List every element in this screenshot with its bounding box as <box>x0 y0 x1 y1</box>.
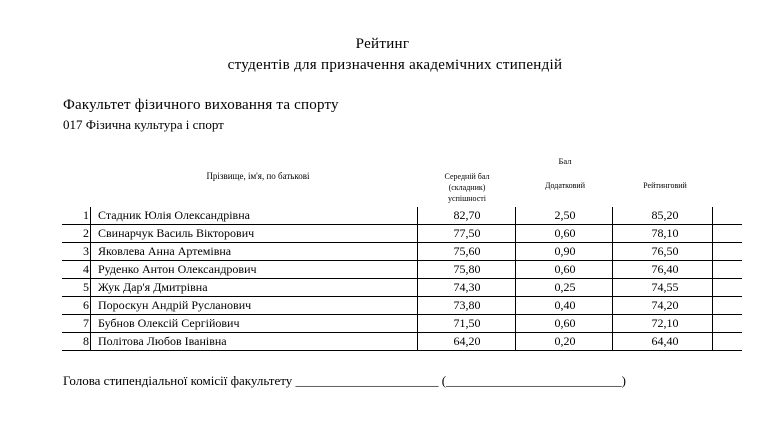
column-divider <box>515 225 516 242</box>
average-score: 75,60 <box>453 244 481 258</box>
signature-line: Голова стипендіальної комісії факультету ______________________ (___________________________) <box>63 373 626 388</box>
header-additional-score: Додатковий <box>545 181 585 190</box>
column-divider <box>712 297 713 314</box>
column-divider <box>712 207 713 224</box>
student-name: Бубнов Олексій Сергійович <box>98 316 240 330</box>
column-divider <box>417 333 418 350</box>
column-divider <box>612 207 613 224</box>
student-name: Свинарчук Василь Вікторович <box>98 226 255 240</box>
column-divider <box>712 225 713 242</box>
rating-table <box>62 207 742 351</box>
column-divider <box>712 261 713 278</box>
column-divider <box>612 279 613 296</box>
column-divider <box>417 279 418 296</box>
column-divider <box>90 279 91 296</box>
column-divider <box>515 333 516 350</box>
additional-score: 2,50 <box>554 208 576 222</box>
table-row <box>62 261 742 279</box>
column-divider <box>417 225 418 242</box>
column-divider <box>515 261 516 278</box>
table-row <box>62 225 742 243</box>
row-number: 1 <box>83 208 89 222</box>
column-divider <box>90 243 91 260</box>
column-divider <box>90 261 91 278</box>
header-rating-score: Рейтинговий <box>643 181 687 190</box>
average-score: 73,80 <box>453 298 481 312</box>
table-row <box>62 315 742 333</box>
student-name: Руденко Антон Олександрович <box>98 262 257 276</box>
header-average-line-1: Середній бал <box>444 172 490 181</box>
column-divider <box>515 243 516 260</box>
column-divider <box>712 279 713 296</box>
student-name: Стадник Юлія Олександрівна <box>98 208 250 222</box>
rating-score: 64,40 <box>651 334 679 348</box>
column-divider <box>612 297 613 314</box>
average-score: 77,50 <box>453 226 481 240</box>
row-number: 7 <box>83 316 89 330</box>
student-name: Політова Любов Іванівна <box>98 334 227 348</box>
rating-score: 74,20 <box>651 298 679 312</box>
average-score: 75,80 <box>453 262 481 276</box>
rating-score: 76,40 <box>651 262 679 276</box>
column-divider <box>90 207 91 224</box>
column-divider <box>612 333 613 350</box>
header-score-group: Бал <box>558 156 572 166</box>
column-divider <box>417 315 418 332</box>
row-number: 2 <box>83 226 89 240</box>
specialty-name: 017 Фізична культура і спорт <box>63 117 224 132</box>
column-divider <box>612 261 613 278</box>
additional-score: 0,60 <box>554 226 576 240</box>
column-divider <box>612 243 613 260</box>
column-divider <box>515 279 516 296</box>
average-score: 64,20 <box>453 334 481 348</box>
student-name: Жук Дар'я Дмитрівна <box>98 280 208 294</box>
additional-score: 0,60 <box>554 316 576 330</box>
column-divider <box>712 243 713 260</box>
faculty-name: Факультет фізичного виховання та спорту <box>63 97 339 113</box>
average-score: 82,70 <box>453 208 481 222</box>
column-divider <box>90 315 91 332</box>
additional-score: 0,20 <box>554 334 576 348</box>
header-average-line-2: (складник) <box>448 183 486 192</box>
column-divider <box>515 207 516 224</box>
table-row <box>62 207 742 225</box>
additional-score: 0,90 <box>554 244 576 258</box>
row-number: 5 <box>83 280 89 294</box>
column-divider <box>417 243 418 260</box>
rating-score: 78,10 <box>651 226 679 240</box>
column-divider <box>515 315 516 332</box>
student-name: Яковлева Анна Артемівна <box>98 244 232 258</box>
rating-score: 85,20 <box>651 208 679 222</box>
column-divider <box>612 225 613 242</box>
row-number: 6 <box>83 298 89 312</box>
header-average-score <box>420 171 514 204</box>
column-divider <box>417 261 418 278</box>
column-divider <box>712 333 713 350</box>
additional-score: 0,25 <box>554 280 576 294</box>
table-row <box>62 279 742 297</box>
column-divider <box>417 207 418 224</box>
document-title: Рейтинг <box>355 36 410 52</box>
rating-score: 76,50 <box>651 244 679 258</box>
average-score: 71,50 <box>453 316 481 330</box>
column-divider <box>90 225 91 242</box>
column-divider <box>417 297 418 314</box>
table-row <box>62 243 742 261</box>
table-row <box>62 333 742 351</box>
column-divider <box>712 315 713 332</box>
row-number: 4 <box>83 262 89 276</box>
student-name: Пороскун Андрій Русланович <box>98 298 252 312</box>
average-score: 74,30 <box>453 280 481 294</box>
row-number: 3 <box>83 244 89 258</box>
additional-score: 0,40 <box>554 298 576 312</box>
column-divider <box>612 315 613 332</box>
document-subtitle: студентів для призначення академічних стипендій <box>227 57 563 73</box>
column-divider <box>90 297 91 314</box>
header-full-name: Прізвище, ім'я, по батькові <box>206 171 310 181</box>
rating-score: 74,55 <box>651 280 679 294</box>
rating-score: 72,10 <box>651 316 679 330</box>
column-divider <box>90 333 91 350</box>
additional-score: 0,60 <box>554 262 576 276</box>
header-average-line-3: успішності <box>448 194 486 203</box>
column-divider <box>515 297 516 314</box>
table-row <box>62 297 742 315</box>
row-number: 8 <box>83 334 89 348</box>
